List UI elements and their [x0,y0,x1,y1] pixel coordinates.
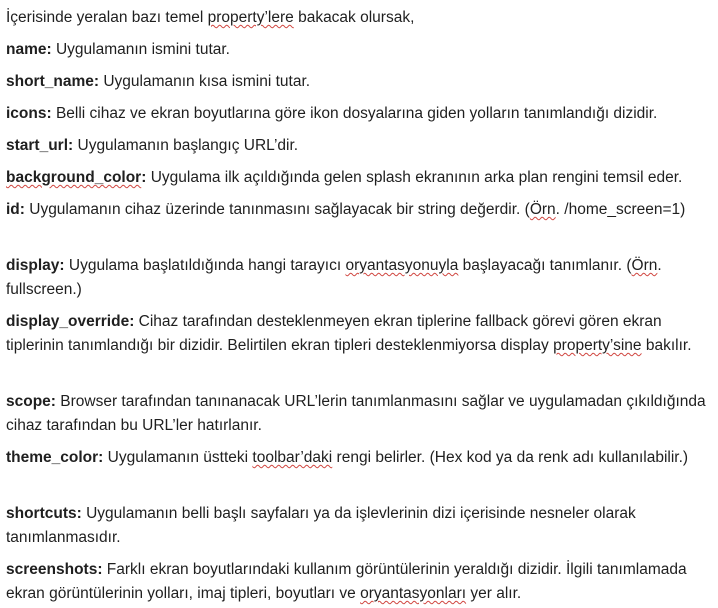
term-label: display: [6,257,65,274]
spellcheck-word: oryantasyonları [360,585,467,602]
spellcheck-word: toolbar’daki [252,449,333,466]
term-description: Uygulamanın cihaz üzerinde tanınmasını sağlayacak bir string değerdir. ( [24,201,530,218]
spellcheck-word: property’sine [553,337,642,354]
term-description: Belli cihaz ve ekran boyutlarına göre ikon dosyalarına giden yolların tanımlandığı dizidir. [51,105,658,122]
term-description: Farklı ekran boyutlarındaki kullanım görüntülerinin yeraldığı dizidir. İlgili tanımlamada ekran görüntülerinin yolları, imaj tipleri, boyutları ve [6,561,687,602]
term-label: short_name: [6,73,100,90]
term-label: screenshots: [6,561,103,578]
definition-short-name [6,70,711,94]
definition-start-url [6,134,711,158]
term-description: Uygulama ilk açıldığında gelen splash ekranının arka plan rengini temsil eder. [146,169,683,186]
term-description: Uygulamanın belli başlı sayfaları ya da işlevlerinin dizi içerisinde nesneler olarak tanımlanmasıdır. [6,505,636,546]
term-description: Cihaz tarafından desteklenmeyen ekran tiplerine fallback görevi gören ekran tiplerinin tanımlandığı bir dizidir. Belirtilen ekran tipleri desteklenmiyorsa display [6,313,662,354]
term-label: shortcuts: [6,505,82,522]
spellcheck-word: property’lere [207,9,294,26]
term-description: yer alır. [466,585,522,602]
definition-background-color [6,166,711,190]
definition-screenshots [6,558,711,606]
definition-scope [6,390,711,438]
term-label: scope: [6,393,56,410]
term-description: Browser tarafından tanınanacak URL’lerin tanımlanmasını sağlar ve uygulamadan çıkıldığında cihaz tarafından bu URL’ler hatırlanır. [6,393,706,434]
term-description: Uygulama başlatıldığında hangi tarayıcı [64,257,346,274]
definition-name [6,38,711,62]
term-colon: : [141,169,147,186]
intro-text: bakacak olursak, [293,9,415,26]
term-description: Uygulamanın başlangıç URL’dir. [73,137,299,154]
term-label: start_url: [6,137,74,154]
term-label: theme_color: [6,449,104,466]
term-label: name: [6,41,52,58]
term-description: rengi belirler. (Hex kod ya da renk adı kullanılabilir.) [332,449,689,466]
term-label: background_color [6,169,142,186]
spellcheck-word: oryantasyonuyla [345,257,459,274]
term-label: id: [6,201,25,218]
definition-display-override [6,310,711,358]
definition-shortcuts [6,502,711,550]
term-description: Uygulamanın kısa ismini tutar. [99,73,311,90]
term-description: . fullscreen.) [6,257,662,298]
spellcheck-word: Örn [529,201,556,218]
term-description: . /home_screen=1) [555,201,686,218]
term-description: Uygulamanın üstteki [103,449,253,466]
term-description: Uygulamanın ismini tutar. [51,41,230,58]
intro-paragraph [6,6,711,30]
definition-icons [6,102,711,126]
definition-id [6,198,711,222]
term-label: display_override: [6,313,135,330]
definition-theme-color [6,446,711,470]
term-label: icons: [6,105,52,122]
intro-text: İçerisinde yeralan bazı temel [6,9,208,26]
definition-display [6,254,711,302]
spellcheck-word: Örn [631,257,658,274]
term-description: bakılır. [641,337,692,354]
term-description: başlayacağı tanımlanır. ( [458,257,632,274]
